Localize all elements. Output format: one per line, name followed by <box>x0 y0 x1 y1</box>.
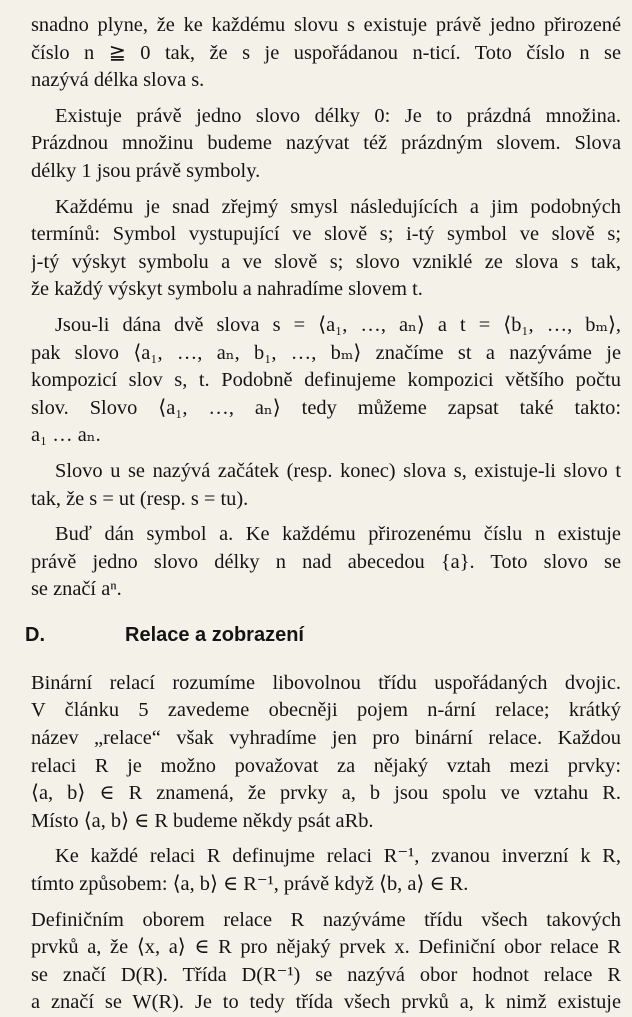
text-line: prvků a, že ⟨x, a⟩ ∈ R pro nějaký prvek x. Definiční obor relace R <box>31 936 621 959</box>
paragraph-gap <box>31 835 621 843</box>
text-line: a značí se W(R). Je to tedy třída všech prvků a, k nimž existuje <box>31 991 621 1014</box>
text-line: V článku 5 zavedeme obecněji pojem n-ární relace; krátký <box>31 699 621 722</box>
text-line: Jsou-li dána dvě slova s = ⟨a₁, …, aₙ⟩ a t = ⟨b₁, …, bₘ⟩, <box>55 313 621 336</box>
paragraph-gap <box>31 95 621 103</box>
text-line: slov. Slovo ⟨a₁, …, aₙ⟩ tedy můžeme zapsat také takto: <box>31 396 621 419</box>
section-heading <box>25 622 621 652</box>
text-line: Definičním oborem relace R nazýváme třídu všech takových <box>31 908 621 931</box>
text-line: název „relace“ však vyhradíme jen pro binární relace. Každou <box>31 727 621 750</box>
text-line: že každý výskyt symbolu a nahradíme slovem t. <box>31 278 423 301</box>
text-line: Buď dán symbol a. Ke každému přirozenému číslu n existuje <box>55 523 621 546</box>
text-line: se značí D(R). Třída D(R⁻¹) se nazývá obor hodnot relace R <box>31 963 621 986</box>
text-line: termínů: Symbol vystupující ve slově s; i-tý symbol ve slově s; <box>31 223 621 246</box>
paragraph-gap <box>31 304 621 312</box>
text-line: pak slovo ⟨a₁, …, aₙ, b₁, …, bₘ⟩ značíme st a nazýváme je <box>31 341 621 364</box>
section-number: D. <box>25 623 45 646</box>
document-body <box>25 12 621 1017</box>
text-line: a₁ … aₙ. <box>31 424 101 447</box>
text-line: tak, že s = ut (resp. s = tu). <box>31 487 249 510</box>
text-line: ⟨a, b⟩ ∈ R znamená, že prvky a, b jsou spolu ve vztahu R. <box>31 782 621 805</box>
text-line: Každému je snad zřejmý smysl následujících a jim podobných <box>55 195 621 218</box>
paragraph-gap <box>31 450 621 458</box>
text-line: Ke každé relaci R definujme relaci R⁻¹, zvanou inverzní k R, <box>55 845 621 868</box>
paragraph-gap <box>31 513 621 521</box>
text-line: snadno plyne, že ke každému slovu s existuje právě jedno přirozené <box>31 14 621 36</box>
section-title: Relace a zobrazení <box>125 623 304 646</box>
text-line: Slovo u se nazývá začátek (resp. konec) slova s, existuje-li slovo t <box>55 459 621 482</box>
text-line: Existuje právě jedno slovo délky 0: Je to prázdná množina. <box>55 104 621 127</box>
text-line: se značí aⁿ. <box>31 578 122 601</box>
text-line: právě jedno slovo délky n nad abecedou {a}. Toto slovo se <box>31 550 621 573</box>
text-line: číslo n ≧ 0 tak, že s je uspořádanou n-ticí. Toto číslo n se <box>31 41 621 64</box>
text-line: kompozicí slov s, t. Podobně definujeme kompozici většího počtu <box>31 369 621 392</box>
text-line: tímto způsobem: ⟨a, b⟩ ∈ R⁻¹, právě když ⟨b, a⟩ ∈ R. <box>31 873 469 896</box>
text-line: j-tý výskyt symbolu a ve slově s; slovo vzniklé ze slova s tak, <box>31 250 621 273</box>
paragraph-gap <box>31 186 621 194</box>
text-line: relaci R je možno považovat za nějaký vztah mezi prvky: <box>31 754 621 777</box>
text-line: délky 1 jsou právě symboly. <box>31 159 261 182</box>
paragraph-gap <box>31 899 621 907</box>
text-line: Místo ⟨a, b⟩ ∈ R budeme někdy psát aRb. <box>31 809 374 832</box>
text-line: nazývá délka slova s. <box>31 69 205 92</box>
text-line: Binární relací rozumíme libovolnou třídu uspořádaných dvojic. <box>31 671 621 694</box>
text-line: Prázdnou množinu budeme nazývat též prázdným slovem. Slova <box>31 132 621 155</box>
